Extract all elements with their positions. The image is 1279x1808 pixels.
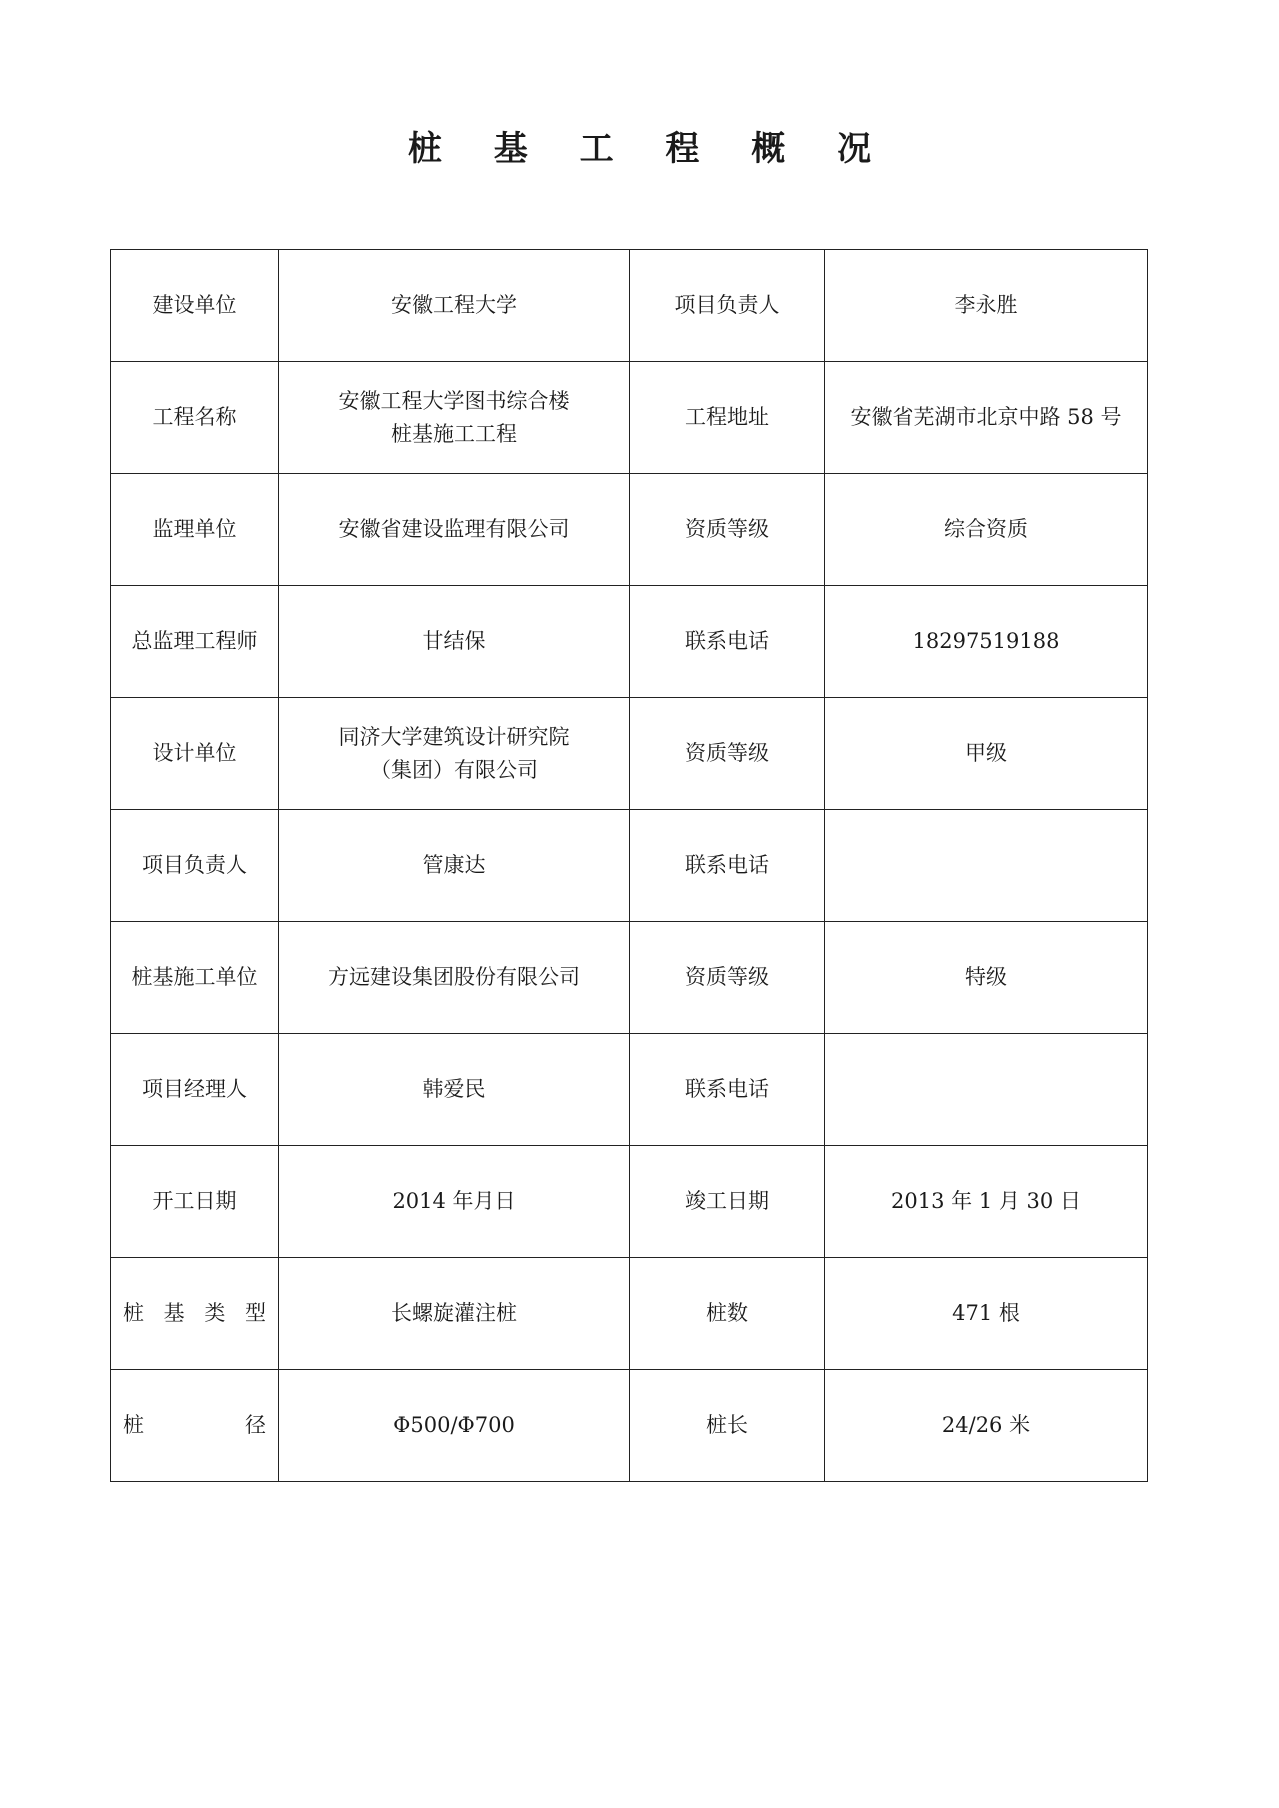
field-value: 韩爱民: [279, 1034, 630, 1146]
field-label: 开工日期: [111, 1146, 279, 1258]
project-overview-table: [110, 249, 1148, 1482]
field-label: 联系电话: [630, 586, 825, 698]
field-value: 24/26 米: [825, 1370, 1148, 1482]
field-value: 综合资质: [825, 474, 1148, 586]
table-row: [111, 1034, 1148, 1146]
field-label: 桩长: [630, 1370, 825, 1482]
label-char: 型: [244, 1301, 266, 1325]
spread-label: [117, 1297, 272, 1330]
field-label: 项目负责人: [630, 250, 825, 362]
spread-label: [117, 1409, 272, 1442]
table-row: [111, 1370, 1148, 1482]
field-label: 监理单位: [111, 474, 279, 586]
field-label: 联系电话: [630, 1034, 825, 1146]
table-row: [111, 586, 1148, 698]
field-value: 甲级: [825, 698, 1148, 810]
field-label: [111, 1258, 279, 1370]
field-value: 方远建设集团股份有限公司: [279, 922, 630, 1034]
label-char: 类: [204, 1301, 226, 1325]
field-label: 桩数: [630, 1258, 825, 1370]
field-label: 资质等级: [630, 474, 825, 586]
field-label: 总监理工程师: [111, 586, 279, 698]
field-value: 李永胜: [825, 250, 1148, 362]
field-value: 18297519188: [825, 586, 1148, 698]
field-value: 长螺旋灌注桩: [279, 1258, 630, 1370]
field-label: 资质等级: [630, 698, 825, 810]
field-label: 工程名称: [111, 362, 279, 474]
field-value: 管康达: [279, 810, 630, 922]
field-value: 特级: [825, 922, 1148, 1034]
field-label: 建设单位: [111, 250, 279, 362]
field-value-line: 桩基施工工程: [391, 421, 517, 446]
label-char: 径: [245, 1413, 266, 1437]
field-label: [111, 1370, 279, 1482]
table-row: [111, 1146, 1148, 1258]
field-value: 471 根: [825, 1258, 1148, 1370]
field-value-line: （集团）有限公司: [370, 757, 538, 782]
table-row: [111, 250, 1148, 362]
field-value-line: 安徽工程大学图书综合楼: [338, 388, 570, 413]
field-value: 安徽工程大学: [279, 250, 630, 362]
field-value: [279, 362, 630, 474]
field-label: 竣工日期: [630, 1146, 825, 1258]
label-char: 桩: [123, 1301, 144, 1325]
field-value: 安徽省建设监理有限公司: [279, 474, 630, 586]
table-row: [111, 922, 1148, 1034]
field-label: 资质等级: [630, 922, 825, 1034]
field-value: 安徽省芜湖市北京中路 58 号: [825, 362, 1148, 474]
field-value: [825, 810, 1148, 922]
field-label: 项目负责人: [111, 810, 279, 922]
table-row: [111, 810, 1148, 922]
field-value: 甘结保: [279, 586, 630, 698]
label-char: 基: [163, 1301, 185, 1325]
field-value: [279, 698, 630, 810]
field-label: 设计单位: [111, 698, 279, 810]
field-value: 2014 年月日: [279, 1146, 630, 1258]
field-label: 工程地址: [630, 362, 825, 474]
table-row: [111, 362, 1148, 474]
field-value: 2013 年 1 月 30 日: [825, 1146, 1148, 1258]
field-label: 项目经理人: [111, 1034, 279, 1146]
field-value: [825, 1034, 1148, 1146]
field-label: 桩基施工单位: [111, 922, 279, 1034]
page-title: 桩 基 工 程 概 况: [407, 129, 892, 169]
label-char: 桩: [123, 1413, 144, 1437]
field-label: 联系电话: [630, 810, 825, 922]
table-row: [111, 474, 1148, 586]
table-row: [111, 1258, 1148, 1370]
field-value: Φ500/Φ700: [279, 1370, 630, 1482]
field-value-line: 同济大学建筑设计研究院: [338, 724, 570, 749]
table-row: [111, 698, 1148, 810]
